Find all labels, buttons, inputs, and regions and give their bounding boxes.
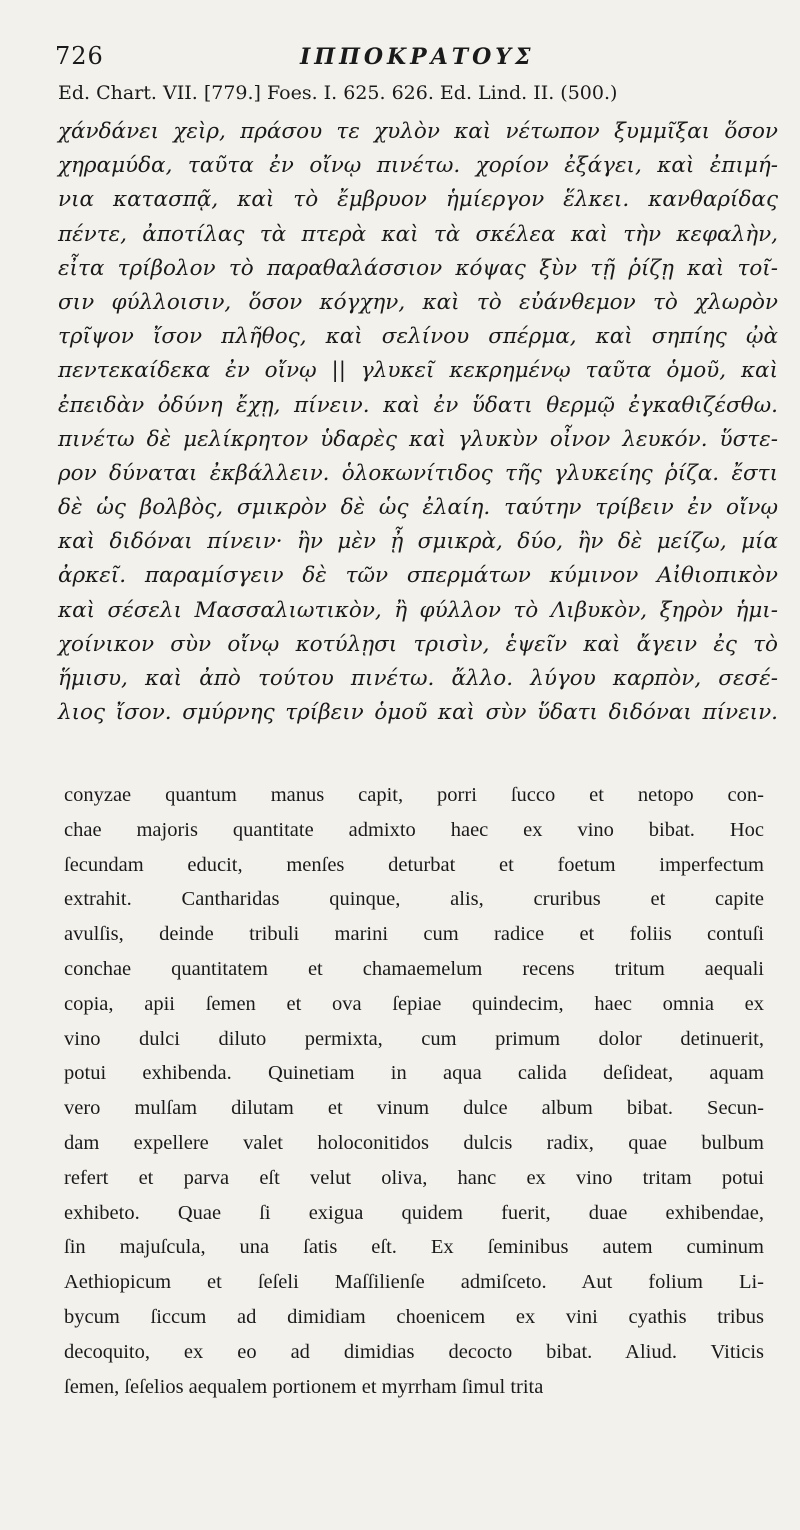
latin-text-line: avulſis, deinde tribuli marini cum radice et foliis contuſi	[64, 923, 764, 946]
greek-text-line: χάνδάνει χεὶρ, πράσου τε χυλὸν καὶ νέτωπον ξυμμῖξαι ὅσον	[58, 119, 778, 144]
latin-text-line: dam expellere valet holoconitidos dulcis radix, quae bulbum	[64, 1131, 764, 1154]
latin-text-line: conchae quantitatem et chamaemelum recens tritum aequali	[64, 957, 764, 980]
greek-text-line: καὶ σέσελι Μασσαλιωτικὸν, ἢ φύλλον τὸ Λιβυκὸν, ξηρὸν ἡμι-	[58, 597, 778, 623]
latin-text-line: bycum ſiccum ad dimidiam choenicem ex vini cyathis tribus	[64, 1305, 764, 1328]
page-number: 726	[55, 42, 104, 70]
greek-text-line: χοίνικον σὺν οἴνῳ κοτύλῃσι τρισὶν, ἑψεῖν καὶ ἄγειν ἐς τὸ	[58, 631, 778, 657]
latin-text-line: refert et parva eſt velut oliva, hanc ex vino tritam potui	[64, 1166, 764, 1189]
greek-text-line: χηραμύδα, ταῦτα ἐν οἴνῳ πινέτω. χορίον ἐξάγει, καὶ ἐπιμή-	[58, 153, 778, 179]
greek-text-line: νια κατασπᾷ, καὶ τὸ ἔμβρυον ἡμίεργον ἕλκει. κανθαρίδας	[58, 187, 778, 213]
greek-text-line: καὶ διδόναι πίνειν· ἢν μὲν ᾖ σμικρὰ, δύο, ἢν δὲ μείζω, μία	[58, 529, 778, 555]
greek-text-line: ἥμισυ, καὶ ἀπὸ τούτου πινέτω. ἄλλο. λύγου καρπὸν, σεσέ-	[58, 666, 778, 691]
latin-text-line: copia, apii ſemen et ova ſepiae quindecim, haec omnia ex	[64, 992, 764, 1015]
greek-text-line: σιν φύλλοισιν, ὅσον κόγχην, καὶ τὸ εὐάνθεμον τὸ χλωρὸν	[58, 289, 778, 315]
greek-text-line: ἐπειδὰν ὀδύνη ἔχῃ, πίνειν. καὶ ἐν ὕδατι θερμῷ ἐγκαθιζέσθω.	[58, 392, 778, 418]
edition-reference-line: Ed. Chart. VII. [779.] Foes. I. 625. 626. Ed. Lind. II. (500.)	[58, 82, 618, 104]
latin-text-line: Aethiopicum et ſeſeli Maſſilienſe admiſceto. Aut folium Li-	[64, 1271, 764, 1294]
greek-text-line: πέντε, ἀποτίλας τὰ πτερὰ καὶ τὰ σκέλεα καὶ τὴν κεφαλὴν,	[58, 221, 778, 247]
running-head: ΙΠΠΟΚΡΑΤΟΥΣ	[300, 44, 535, 70]
greek-text-line: ρον δύναται ἐκβάλλειν. ὁλοκωνίτιδος τῆς γλυκείης ῥίζα. ἔστι	[58, 460, 778, 486]
latin-text-line: ſemen, ſeſelios aequalem portionem et myrrham ſimul trita	[64, 1375, 544, 1398]
greek-text-line: πεντεκαίδεκα ἐν οἴνῳ || γλυκεῖ κεκρημένῳ ταῦτα ὁμοῦ, καὶ	[58, 358, 778, 384]
latin-text-line: conyzae quantum manus capit, porri ſucco et netopo con-	[64, 784, 764, 806]
greek-text-line: εἶτα τρίβολον τὸ παραθαλάσσιον κόψας ξὺν τῇ ῥίζῃ καὶ τοῖ-	[58, 255, 778, 281]
latin-text-line: ſin majuſcula, una ſatis eſt. Ex ſeminibus autem cuminum	[64, 1236, 764, 1259]
latin-translation-block	[64, 778, 764, 1404]
greek-text-line: πινέτω δὲ μελίκρητον ὑδαρὲς καὶ γλυκὺν οἶνον λευκόν. ὕστε-	[58, 426, 778, 452]
latin-text-line: vero mulſam dilutam et vinum dulce album bibat. Secun-	[64, 1097, 764, 1120]
greek-text-line: λιος ἴσον. σμύρνης τρίβειν ὁμοῦ καὶ σὺν ὕδατι διδόναι πίνειν.	[58, 700, 778, 726]
latin-text-line: extrahit. Cantharidas quinque, alis, cruribus et capite	[64, 888, 764, 911]
latin-text-line: exhibeto. Quae ſi exigua quidem fuerit, duae exhibendae,	[64, 1201, 764, 1224]
greek-text-block	[58, 115, 778, 730]
latin-text-line: potui exhibenda. Quinetiam in aqua calida deſideat, aquam	[64, 1062, 764, 1085]
latin-text-line: ſecundam educit, menſes deturbat et foetum imperfectum	[64, 853, 764, 876]
greek-text-line: δὲ ὡς βολβὸς, σμικρὸν δὲ ὡς ἐλαίη. ταύτην τρίβειν ἐν οἴνῳ	[58, 495, 778, 521]
latin-text-line: vino dulci diluto permixta, cum primum dolor detinuerit,	[64, 1027, 764, 1050]
latin-text-line: chae majoris quantitate admixto haec ex vino bibat. Hoc	[64, 818, 764, 841]
latin-text-line: decoquito, ex eo ad dimidias decocto bibat. Aliud. Viticis	[64, 1340, 764, 1363]
greek-text-line: τρῖψον ἴσον πλῆθος, καὶ σελίνου σπέρμα, καὶ σηπίης ᾠὰ	[58, 324, 778, 350]
greek-text-line: ἀρκεῖ. παραμίσγειν δὲ τῶν σπερμάτων κύμινον Αἰθιοπικὸν	[58, 563, 778, 589]
